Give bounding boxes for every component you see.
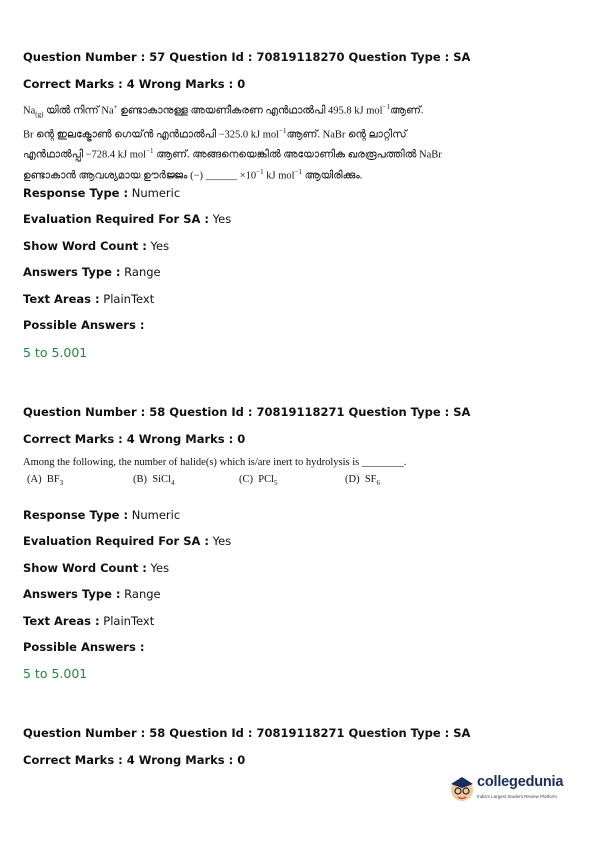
- field-value: PlainText: [99, 614, 155, 628]
- formula: SF: [364, 474, 377, 485]
- option-label: (D): [345, 474, 360, 485]
- field-label: Response Type :: [23, 186, 129, 200]
- question-marks: Correct Marks : 4 Wrong Marks : 0: [23, 432, 246, 446]
- text-run: ആണ്. അങ്ങനെയെങ്കിൽ അയോണിക ഖരരൂപത്തിൽ NaBr: [153, 149, 442, 161]
- option-d: [345, 474, 380, 487]
- text-run: ആണ്. NaBr ന്റെ ലാറ്റിസ്: [286, 129, 407, 141]
- text-run: ഉണ്ടാകാനുള്ള അയണീകരണ എൻഥാൽപി 495.8 kJ mol: [117, 105, 383, 117]
- text-run: എൻഥാൽപ്പി −728.4 kJ mol: [23, 149, 147, 161]
- logo-wordmark: collegedunia: [477, 774, 564, 790]
- text-run: യിൽ നിന്ന് Na: [43, 105, 114, 117]
- option-label: (A): [27, 474, 42, 485]
- show-word-count: [23, 239, 169, 253]
- text-run: ആയിരിക്കും.: [302, 170, 363, 182]
- response-type: [23, 186, 180, 200]
- text-run: ഉണ്ടാകാൻ ആവശ്യമായ ഊർജ്ജം (−) ______ ×10: [23, 170, 257, 182]
- field-value: Yes: [209, 534, 232, 548]
- field-value: Range: [120, 587, 161, 601]
- question-line: [23, 143, 563, 164]
- text-areas: [23, 614, 154, 628]
- field-label: Response Type :: [23, 508, 129, 522]
- option-label: (B): [133, 474, 147, 485]
- field-value: Range: [120, 265, 161, 279]
- question-marks: Correct Marks : 4 Wrong Marks : 0: [23, 753, 246, 767]
- subscript: 4: [170, 479, 175, 488]
- answers-type: [23, 265, 161, 279]
- question-line: [23, 123, 563, 144]
- field-value: Yes: [209, 212, 232, 226]
- evaluation-required: [23, 534, 231, 548]
- subscript: 5: [274, 479, 278, 488]
- field-label: Show Word Count :: [23, 561, 147, 575]
- question-line: [23, 99, 563, 123]
- field-value: Yes: [146, 561, 170, 575]
- response-type: [23, 508, 180, 522]
- option-c: [239, 474, 278, 487]
- field-label: Answers Type :: [23, 265, 121, 279]
- question-text: [23, 99, 563, 184]
- question-header: Question Number : 57 Question Id : 70819118270 Question Type : SA: [23, 50, 471, 64]
- text-run: Br ന്റെ ഇലക്ട്രോൺ ഗെയ്ൻ എൻഥാൽപി −325.0 kJ mol: [23, 129, 280, 141]
- field-value: Yes: [146, 239, 170, 253]
- question-text: [23, 455, 563, 471]
- field-value: PlainText: [99, 292, 155, 306]
- show-word-count: [23, 561, 169, 575]
- superscript: −1: [294, 167, 302, 176]
- subscript: (g): [35, 110, 44, 119]
- superscript: −1: [382, 103, 390, 111]
- text-run: Na: [23, 105, 36, 117]
- superscript: −1: [279, 126, 287, 135]
- subscript: 3: [59, 479, 64, 488]
- question-line: [23, 164, 563, 185]
- question-line: Among the following, the number of halide(s) which is/are inert to hydrolysis is ________.: [23, 457, 407, 468]
- field-value: Numeric: [128, 508, 181, 522]
- field-label: Evaluation Required For SA :: [23, 212, 210, 226]
- text-run: ആണ്.: [390, 105, 424, 117]
- evaluation-required: [23, 212, 231, 226]
- superscript: −1: [256, 167, 264, 176]
- option-label: (C): [239, 474, 253, 485]
- possible-answers-label: Possible Answers :: [23, 318, 145, 332]
- formula: PCl: [258, 474, 275, 485]
- field-label: Evaluation Required For SA :: [23, 534, 210, 548]
- question-marks: Correct Marks : 4 Wrong Marks : 0: [23, 77, 246, 91]
- logo-tagline: India's Largest Student Review Platform: [477, 794, 557, 799]
- possible-answers-value: 5 to 5.001: [23, 666, 88, 681]
- question-header: Question Number : 58 Question Id : 70819118271 Question Type : SA: [23, 726, 471, 740]
- field-label: Text Areas :: [23, 614, 100, 628]
- field-label: Text Areas :: [23, 292, 100, 306]
- field-label: Show Word Count :: [23, 239, 147, 253]
- superscript: −1: [146, 147, 154, 156]
- question-header: Question Number : 58 Question Id : 70819118271 Question Type : SA: [23, 405, 471, 419]
- formula: BF: [46, 474, 60, 485]
- option-b: [133, 474, 174, 487]
- options-row: [23, 474, 423, 490]
- possible-answers-value: 5 to 5.001: [23, 345, 88, 360]
- field-label: Answers Type :: [23, 587, 121, 601]
- possible-answers-label: Possible Answers :: [23, 640, 145, 654]
- superscript: +: [113, 103, 118, 111]
- subscript: 6: [376, 479, 381, 488]
- answers-type: [23, 587, 161, 601]
- option-a: [27, 474, 63, 487]
- text-areas: [23, 292, 154, 306]
- field-value: Numeric: [128, 186, 181, 200]
- text-run: kJ mol: [263, 170, 295, 182]
- formula: SiCl: [152, 474, 171, 485]
